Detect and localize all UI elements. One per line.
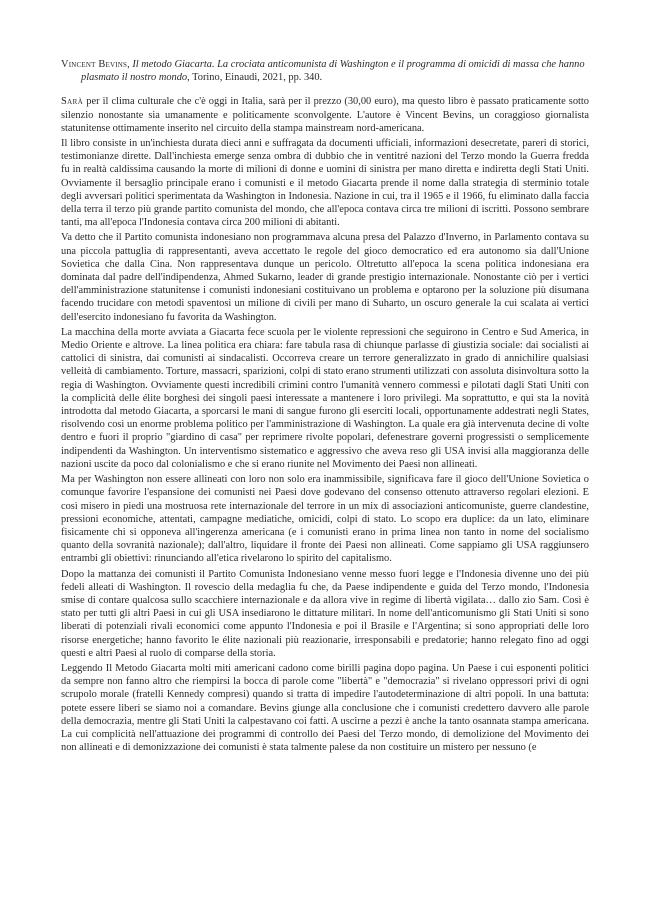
paragraph-lead-word: Sarà <box>61 96 84 108</box>
review-paragraph: Leggendo Il Metodo Giacarta molti miti americani cadono come birilli pagina dopo pagina. Un Paese i cui esponenti politici da sempre non fanno altro che riempirsi la bocca di parole come "libertà" e "democrazia" si rivelano oppressori privi di ogni scrupolo morale (fratelli Kennedy compresi) quando si tratta di impedire l'autodeterminazione di altri popoli. In una battuta: potete essere liberi se siamo noi a comandare. Bevins giunge alla conclusione che i comunisti credettero davvero alle parole della democrazia, mentre gli Stati Uniti la calpestavano coi fatti. A uscirne a pezzi è anche la tanto osannata stampa americana. La cui complicità nell'attuazione dei programmi di controllo dei Paesi del Terzo mondo, di demolizione del Movimento dei non allineati e di demonizzazione dei comunisti è stata talmente palese da non costituire un mistero per nessuno (e <box>61 662 589 754</box>
citation-title: Il metodo Giacarta. La crociata anticomunista di Washington e il programma di omicidi di massa che hanno plasmato il nostro mondo <box>81 59 585 84</box>
review-paragraph: Ma per Washington non essere allineati con loro non solo era inammissibile, significava fare il gioco dell'Unione Sovietica o comunque favorire l'espansione dei comunisti nei Paesi dove godevano del consenso ottenuto attraverso regolari elezioni. E così misero in piedi una mostruosa rete internazionale del terrore in un mix di associazioni anticomuniste, guerre clandestine, pressioni economiche, attentati, campagne mediatiche, omicidi, colpi di stato. Lo scopo era duplice: da un lato, eliminare fisicamente chi si opponeva all'ingerenza americana (e i comunisti erano in prima linea non tanto in nome del socialismo quanto della sovranità nazionale); dall'altro, liquidare il fronte dei Paesi non allineati. Come sappiamo gli USA raggiunsero entrambi gli obiettivi: rinunciando all'etica rivelarono lo spirito del capitalismo. <box>61 474 589 565</box>
citation-author: Vincent Bevins <box>61 59 128 70</box>
document-page <box>61 58 589 756</box>
review-paragraph: Dopo la mattanza dei comunisti il Partito Comunista Indonesiano venne messo fuori legge e l'Indonesia divenne uno dei più fedeli alleati di Washington. Il rovescio della medaglia fu che, da Paese indipendente e guida del Terzo mondo, l'Indonesia smise di contare qualcosa sullo scacchiere internazionale e da allora vive in regime di libertà vigilata… dallo zio Sam. Così è stato per tutti gli altri Paesi in cui gli USA insediarono le dittature militari. In nome dell'anticomunismo gli Stati Uniti si sono liberati di potenziali rivali economici come appunto l'Indonesia e poi il Brasile e l'Argentina; si sono appropriati delle loro risorse energetiche; hanno favorito le élite nazionali più reazionarie, irresponsabili e predatorie; hanno relegato fino ad oggi questi e altri Paesi al ruolo di comparse della storia. <box>61 568 589 659</box>
review-paragraph: La macchina della morte avviata a Giacarta fece scuola per le violente repressioni che seguirono in Centro e Sud America, in Medio Oriente e altrove. La linea politica era chiara: fare tabula rasa di chiunque parlasse di giustizia sociale: dai socialisti ai cattolici di sinistra, dai comunisti ai sindacalisti. Occorreva creare un terrore generalizzato in grado di annichilire qualsiasi velleità di cambiamento. Torture, massacri, sparizioni, colpi di stato erano strumenti utilizzati con assoluta disinvoltura sotto la regia di Washington. Ovviamente questi incredibili crimini contro l'umanità vennero commessi e pilotati dagli Stati Uniti con la complicità delle élite borghesi dei singoli paesi interessate a mantenere i loro privilegi. Ma soprattutto, e qui sta la novità introdotta dal metodo Giacarta, a sporcarsi le mani di sangue furono gli eserciti locali, opportunamente addestrati negli States, risolvendo così un enorme problema politico per l'amministrazione di Washington. La quale era già intervenuta decine di volte dentro e fuori il proprio "giardino di casa" per reprimere rivolte popolari, defenestrare governi progressisti o semplicemente indipendenti da Washington. Un interventismo sistematico e aggressivo che aveva reso gli USA invisi alla maggioranza delle nazioni uscite da poco dal colonialismo e che si erano riunite nel Movimento dei Paesi non allineati. <box>61 326 589 470</box>
review-paragraph: Va detto che il Partito comunista indonesiano non programmava alcuna presa del Palazzo d'Inverno, in Parlamento contava su una piccola pattuglia di rappresentanti, aveva accettato le regole del gioco democratico ed era autonomo sia dall'Unione Sovietica che dalla Cina. Non rappresentava dunque un pericolo. Oltretutto all'epoca la scena politica indonesiana era dominata dal padre dell'indipendenza, Ahmed Sukarno, leader di grande prestigio internazionale. Nonostante ciò per i vertici dell'amministrazione statunitense i comunisti indonesiani costituivano un problema e optarono per la soluzione più disumana facendo trucidare con metodi spaventosi un milione di civili per mano di Suharto, un oscuro generale la cui scalata ai vertici dell'esercito indonesiano fu favorita da Washington. <box>61 232 589 323</box>
book-citation: Vincent Bevins, Il metodo Giacarta. La crociata anticomunista di Washington e il programma di omicidi di massa che hanno plasmato il nostro mondo, Torino, Einaudi, 2021, pp. 340. <box>61 59 585 84</box>
citation-publication: , Torino, Einaudi, 2021, pp. 340. <box>187 72 323 84</box>
review-paragraph <box>61 95 589 135</box>
review-paragraph: Il libro consiste in un'inchiesta durata dieci anni e suffragata da documenti ufficiali, informazioni desecretate, pareri di storici, testimonianze dirette. Dall'inchiesta emerge senza ombra di dubbio che in ventitré nazioni del Terzo mondo la Guerra fredda fu in realtà caldissima causando la morte di milioni di donne e uomini di sinistra per mano diretta e indiretta degli Stati Uniti. Ovviamente il bersaglio principale erano i comunisti e il metodo Giacarta prende il nome dalla strategia di sterminio totale degli avversari politici sperimentata da Washington in Indonesia. Nazione in cui, tra il 1965 e il 1966, fu eliminato dalla faccia della terra il terzo più grande partito comunista del mondo, che all'epoca contava circa tre milioni di iscritti. Possono sembrare tanti, ma all'epoca l'Indonesia contava circa 200 milioni di abitanti. <box>61 138 589 229</box>
paragraph-text: per il clima culturale che c'è oggi in Italia, sarà per il prezzo (30,00 euro), ma questo libro è passato praticamente sotto silenzio nonostante sia umanamente e politicamente sconvolgente. L'autore è Vincent Bevins, un coraggioso giornalista statunitense ottimamente inserito nel circuito della stampa mainstream nord-americana. <box>61 96 589 134</box>
